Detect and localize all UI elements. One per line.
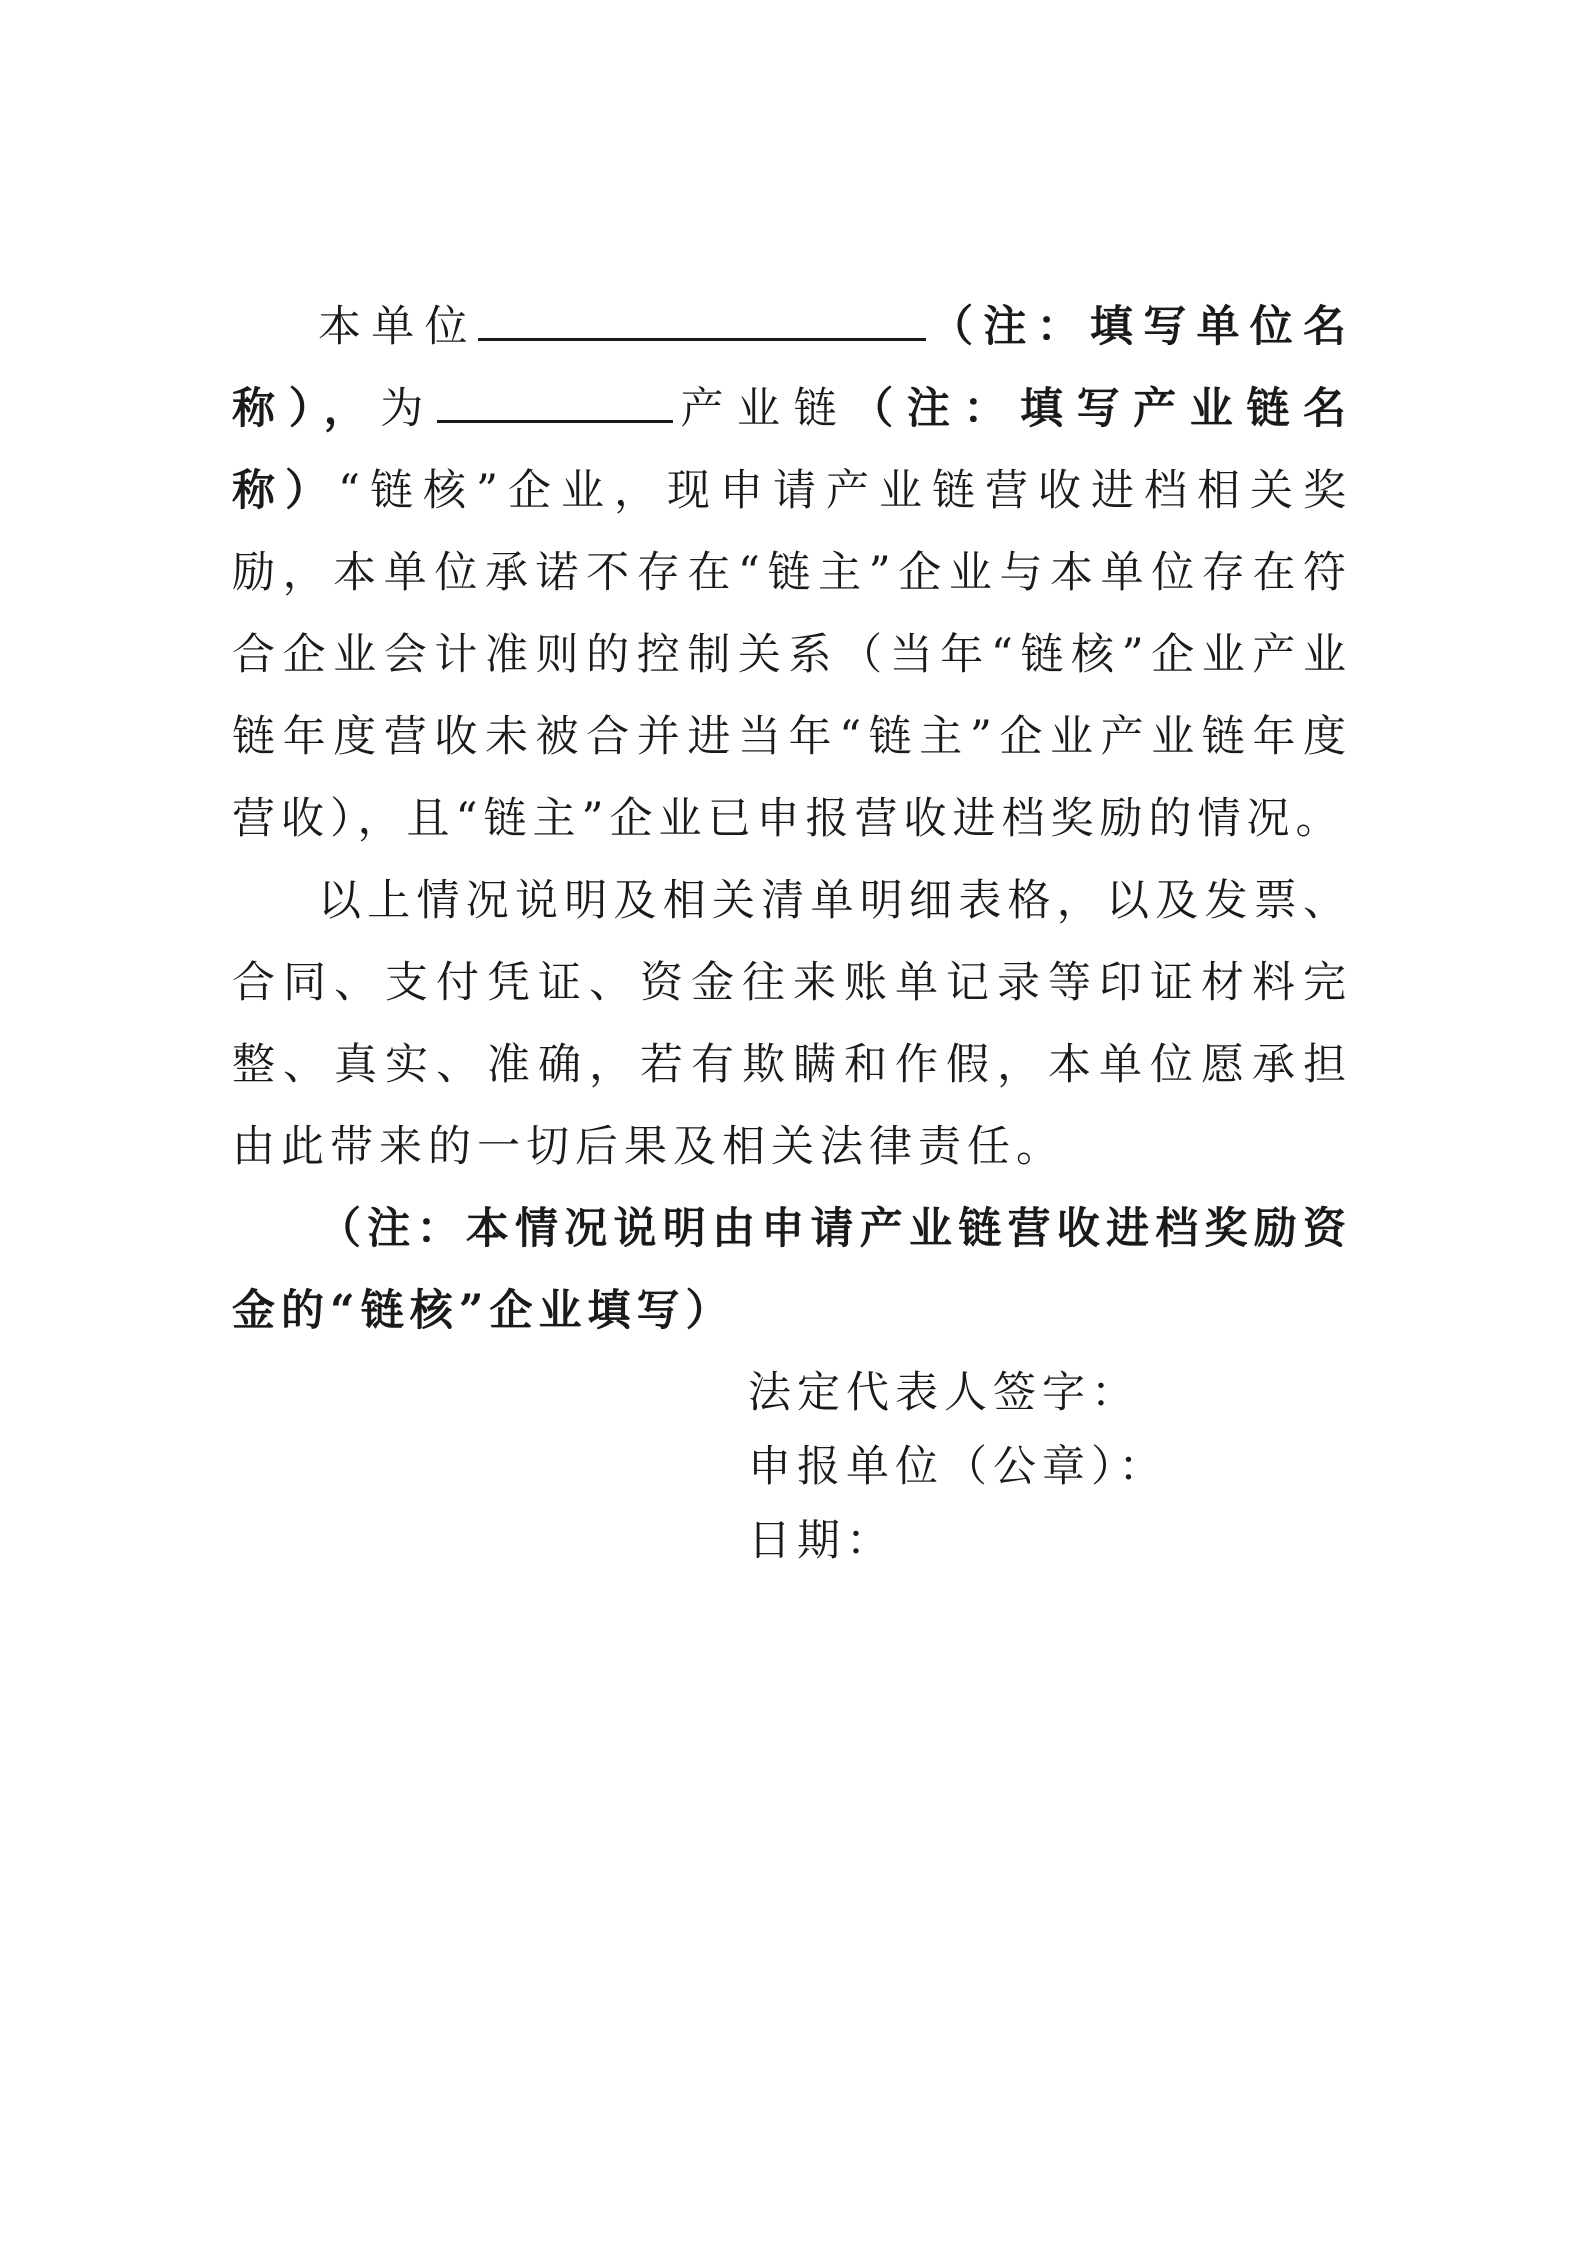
declaration-paragraph-2: 以上情况说明及相关清单明细表格，以及发票、合同、支付凭证、资金往来账单记录等印证材料完整、真实、准确，若有欺瞒和作假，本单位愿承担由此带来的一切后果及相关法律责任。: [232, 876, 1352, 1172]
unit-seal-label: 申报单位（公章）：: [748, 1442, 1168, 1492]
chain-name-note: （注：填写产业链名称）: [232, 384, 1352, 516]
date-label: 日期：: [748, 1516, 895, 1566]
chain-text: 产业链: [672, 384, 851, 434]
unit-name-blank[interactable]: [478, 294, 926, 341]
declaration-paragraph-1: [232, 286, 1352, 860]
declaration-note: （注：本情况说明由申请产业链营收进档奖励资金的“链核”企业填写）: [232, 1204, 1352, 1336]
declaration-rest-text: “链核”企业，现申请产业链营收进档相关奖励，本单位承诺不存在“链主”企业与本单位存在符合企业会计准则的控制关系（当年“链核”企业产业链年度营收未被合并进当年“链主”企业产业链年度营收），且“链主”企业已申报营收进档奖励的情况。: [232, 466, 1353, 844]
chain-name-blank[interactable]: [437, 376, 673, 423]
for-text: 为: [380, 384, 437, 434]
signature-block: [748, 1356, 1168, 1578]
legal-rep-signature-label: 法定代表人签字：: [748, 1368, 1140, 1418]
unit-name-note: （注：填写单位名称），: [232, 302, 1353, 434]
declaration-body: [232, 286, 1352, 1352]
lead-text: 本单位: [318, 302, 478, 352]
